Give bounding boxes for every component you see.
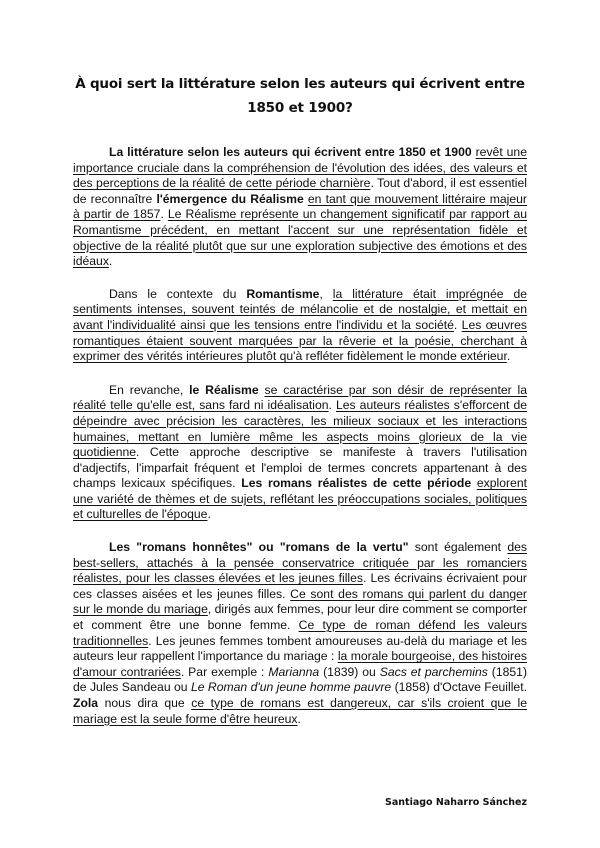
underlined-span: explorent une variété de thèmes et de sujets, reflétant les préoccupations sociales, politiques et culturelles de l'époque	[73, 476, 527, 522]
bold-span: l'émergence du Réalisme	[156, 191, 304, 206]
text-span: .	[297, 711, 301, 726]
underlined-span: la littérature était imprégnée de sentiments intenses, souvent teintés de mélancolie et de nostalgie, et mettait en avant l'individualité ainsi que les tensions entre l'individu et la société	[73, 286, 527, 332]
text-span: (1851) de Jules Sandeau ou	[73, 664, 528, 695]
text-span: (1858) d'Octave Feuillet.	[391, 680, 527, 695]
bold-span: Zola	[73, 696, 99, 710]
book-title: Sacs et parchemins	[379, 664, 488, 679]
paragraph-romans-honnetes	[73, 540, 527, 727]
text-span: Dans le contexte du	[109, 286, 247, 301]
text-span: .	[453, 317, 462, 332]
paragraph-realisme	[73, 383, 527, 523]
bold-span: le Réalisme	[189, 382, 259, 397]
text-span: ,	[319, 286, 333, 301]
text-span: .	[207, 507, 211, 522]
underlined-span: revêt une importance cruciale dans la compréhension de l'évolution des idées, des valeurs et des perceptions de la réalité de cette période charnière	[73, 145, 527, 191]
title-line-1: À quoi sert la littérature selon les auteurs qui écrivent entre	[75, 76, 525, 92]
text-span: .	[328, 398, 336, 413]
title-line-2: 1850 et 1900?	[247, 100, 353, 116]
bold-span: Les romans réalistes de cette période	[241, 476, 472, 491]
text-span: .	[160, 207, 168, 222]
underlined-span: ce type de romans est dangereux, car s'ils croient que le mariage est la seule forme d'être heureux	[73, 696, 527, 726]
underlined-span: Ce type de roman défend les valeurs traditionnelles	[73, 618, 527, 648]
bold-span: La littérature selon les auteurs qui écrivent entre 1850 et 1900	[109, 145, 472, 159]
text-span: nous dira que	[98, 696, 192, 710]
text-span: . Tout d'abord, il est essentiel de reconnaître	[73, 176, 528, 206]
text-span: . Cette approche descriptive se manifeste à travers l'utilisation d'adjectifs, l'imparfait fréquent et l'emploi de termes concrets appartenant à des champs lexicaux spécifiques.	[73, 445, 527, 491]
bold-span: Les "romans honnêtes" ou "romans de la vertu"	[109, 540, 409, 555]
bold-span: Romantisme	[246, 286, 320, 301]
text-span: (1839) ou	[319, 664, 380, 679]
text-span: En revanche,	[109, 382, 190, 397]
underlined-span: en tant que mouvement littéraire majeur à partir de 1857	[73, 191, 527, 222]
text-span: . Par exemple :	[180, 664, 269, 679]
text-span: , dirigés aux femmes, pour leur dire comment se comporter et comment être une bonne femme.	[73, 602, 528, 633]
author-signature: Santiago Naharro Sánchez	[385, 797, 527, 808]
paragraph-romantisme	[73, 287, 527, 365]
document-body	[73, 145, 527, 744]
text-span: .	[506, 349, 511, 364]
underlined-span: Les œuvres romantiques étaient souvent marquées par la rêverie et la poésie, cherchant à exprimer des vérités intérieures plutôt qu'à refléter fidèlement le monde extérieur	[73, 317, 527, 364]
underlined-span: des best-sellers, attachés à la pensée conservatrice critiquée par les romanciers réalistes, pour les classes élevées et les jeunes filles	[73, 540, 527, 586]
underlined-span: Le Réalisme représente un changement significatif par rapport au Romantisme précédent, en mettant l'accent sur une représentation fidèle et objective de la réalité plutôt que sur une exploration subjective des émotions et des idéaux	[73, 207, 528, 269]
book-title: Le Roman d'un jeune homme pauvre	[190, 680, 392, 695]
underlined-span: Ce sont des romans qui parlent du danger sur le monde du mariage	[73, 586, 527, 617]
underlined-span: se caractérise par son désir de représenter la réalité telle qu'elle est, sans fard ni idéalisation	[73, 382, 528, 413]
underlined-span: la morale bourgeoise, des histoires d'amour contrariées	[73, 649, 527, 679]
text-span: . Les jeunes femmes tombent amoureuses au-delà du mariage et les auteurs leur rappellent l'importance du mariage :	[73, 633, 527, 664]
underlined-span: Les auteurs réalistes s'efforcent de dépeindre avec précision les caractères, les milieux sociaux et les interactions humaines, mettant en lumière même les aspects moins glorieux de la vie quotidienne	[73, 398, 528, 460]
text-span: .	[108, 254, 113, 269]
book-title: Marianna	[268, 664, 320, 679]
text-span: . Les écrivains écrivaient pour ces classes aisées et les jeunes filles.	[73, 571, 527, 601]
page-title	[60, 72, 540, 120]
text-span: sont également	[408, 540, 508, 555]
paragraph-intro	[73, 145, 527, 270]
